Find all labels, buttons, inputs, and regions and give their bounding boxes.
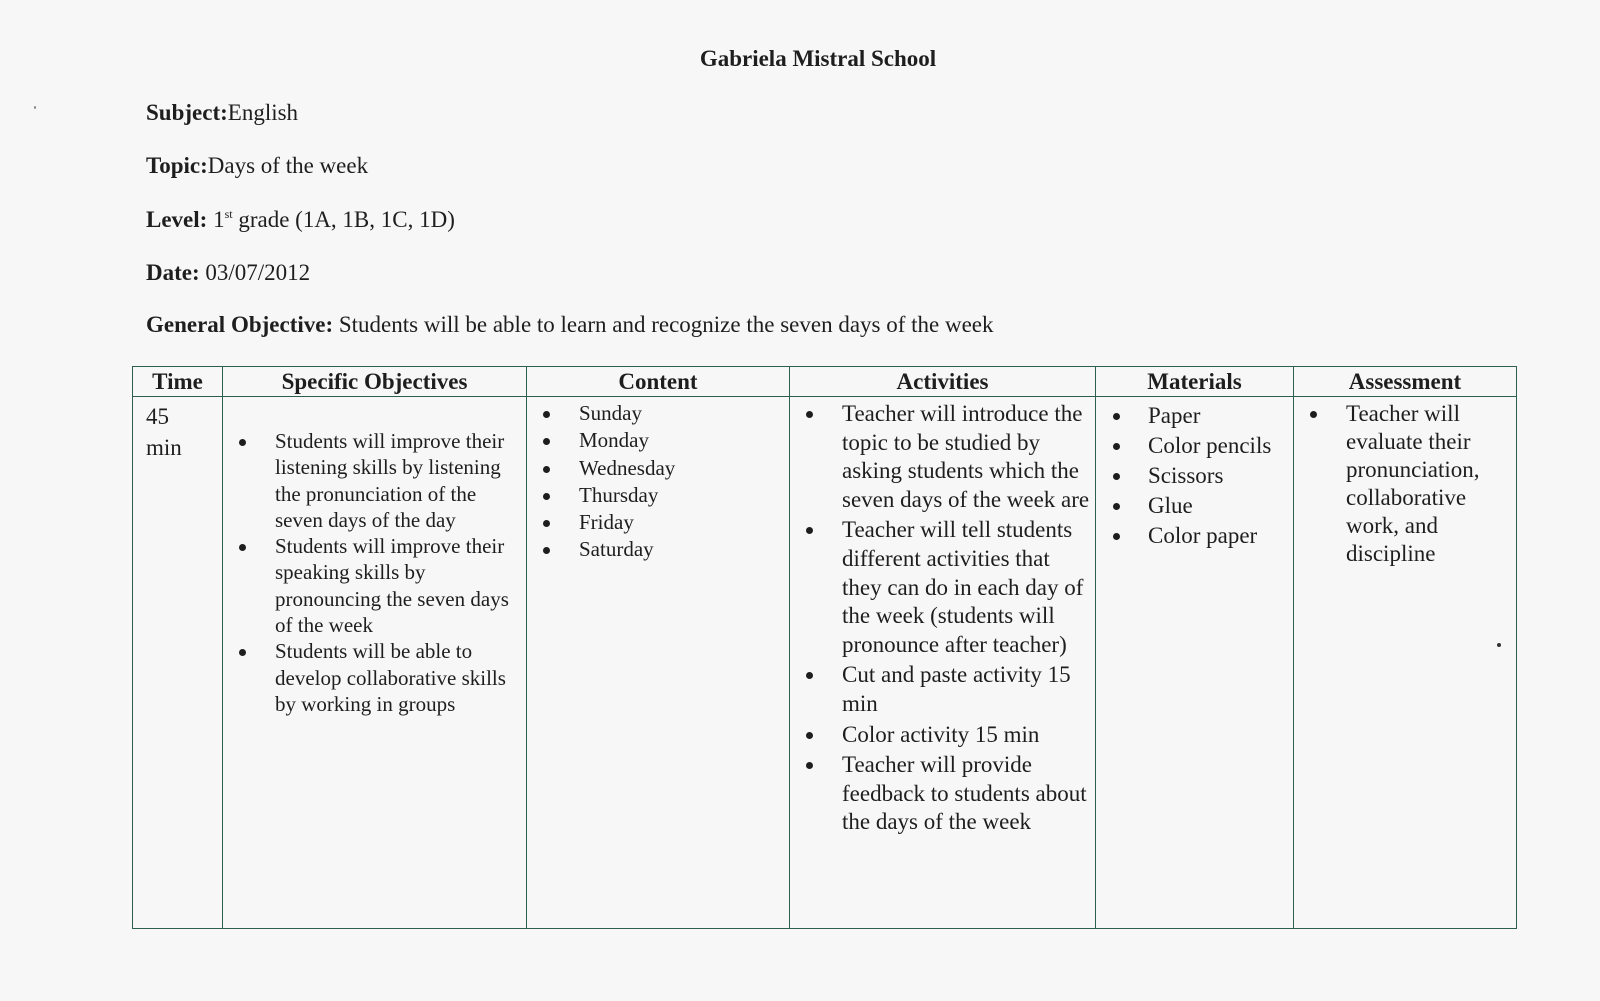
scan-speck [1497, 643, 1501, 647]
list-item: Teacher will introduce the topic to be studied by asking students which the seven days of the week are [790, 400, 1095, 514]
content-cell [527, 397, 790, 929]
time-cell [133, 397, 223, 929]
list-item: Teacher will evaluate their pronunciation, collaborative work, and discipline [1294, 400, 1516, 568]
materials-list [1096, 397, 1293, 551]
specific-objectives-list [223, 397, 526, 717]
assessment-cell [1294, 397, 1517, 929]
list-item: Students will improve their speaking skills by pronouncing the seven days of the week [223, 533, 526, 638]
header-specific-objectives: Specific Objectives [223, 367, 527, 397]
level-grade-number: 1 [213, 207, 225, 232]
topic-value: Days of the week [207, 153, 369, 178]
header-assessment: Assessment [1294, 367, 1517, 397]
list-item: Cut and paste activity 15 min [790, 661, 1095, 718]
time-unit: min [146, 435, 182, 460]
specific-objectives-cell [223, 397, 527, 929]
date-value: 03/07/2012 [205, 260, 311, 285]
subject-label: Subject: [146, 100, 228, 125]
header-activities: Activities [790, 367, 1096, 397]
header-time: Time [133, 367, 223, 397]
general-objective-line [146, 312, 994, 338]
content-list [527, 397, 789, 564]
list-item: Sunday [527, 400, 789, 427]
general-objective-value: Students will be able to learn and recognize the seven days of the week [338, 312, 994, 337]
list-item: Students will be able to develop collaborative skills by working in groups [223, 638, 526, 717]
date-label: Date: [146, 260, 200, 285]
topic-label: Topic: [146, 153, 208, 178]
list-item: Friday [527, 509, 789, 536]
activities-cell [790, 397, 1096, 929]
level-line [146, 207, 455, 233]
general-objective-label: General Objective: [146, 312, 334, 337]
table-header-row [133, 367, 1517, 397]
table-body-row [133, 397, 1517, 929]
list-item: Students will improve their listening skills by listening the pronunciation of the seven days of the day [223, 428, 526, 533]
list-item: Thursday [527, 482, 789, 509]
list-item: Color paper [1096, 521, 1293, 551]
list-item: Color activity 15 min [790, 721, 1095, 750]
activities-list [790, 397, 1095, 837]
level-superscript: st [224, 207, 233, 221]
date-line [146, 260, 310, 286]
list-item: Color pencils [1096, 431, 1293, 461]
topic-line [146, 153, 368, 179]
lesson-plan-table [132, 366, 1517, 929]
list-item: Teacher will tell students different activities that they can do in each day of the week (students will pronounce after teacher) [790, 516, 1095, 659]
list-item: Monday [527, 427, 789, 454]
time-value: 45 [146, 404, 169, 429]
header-materials: Materials [1096, 367, 1294, 397]
subject-line [146, 100, 298, 126]
list-item: Glue [1096, 491, 1293, 521]
list-item: Paper [1096, 401, 1293, 431]
list-item: Wednesday [527, 455, 789, 482]
scan-speck [34, 106, 36, 109]
level-label: Level: [146, 207, 208, 232]
list-item: Teacher will provide feedback to students about the days of the week [790, 751, 1095, 837]
assessment-list [1294, 397, 1516, 568]
subject-value: English [227, 100, 299, 125]
level-value: grade (1A, 1B, 1C, 1D) [238, 207, 455, 232]
materials-cell [1096, 397, 1294, 929]
header-content: Content [527, 367, 790, 397]
list-item: Scissors [1096, 461, 1293, 491]
list-item: Saturday [527, 536, 789, 563]
school-title: Gabriela Mistral School [699, 46, 937, 71]
